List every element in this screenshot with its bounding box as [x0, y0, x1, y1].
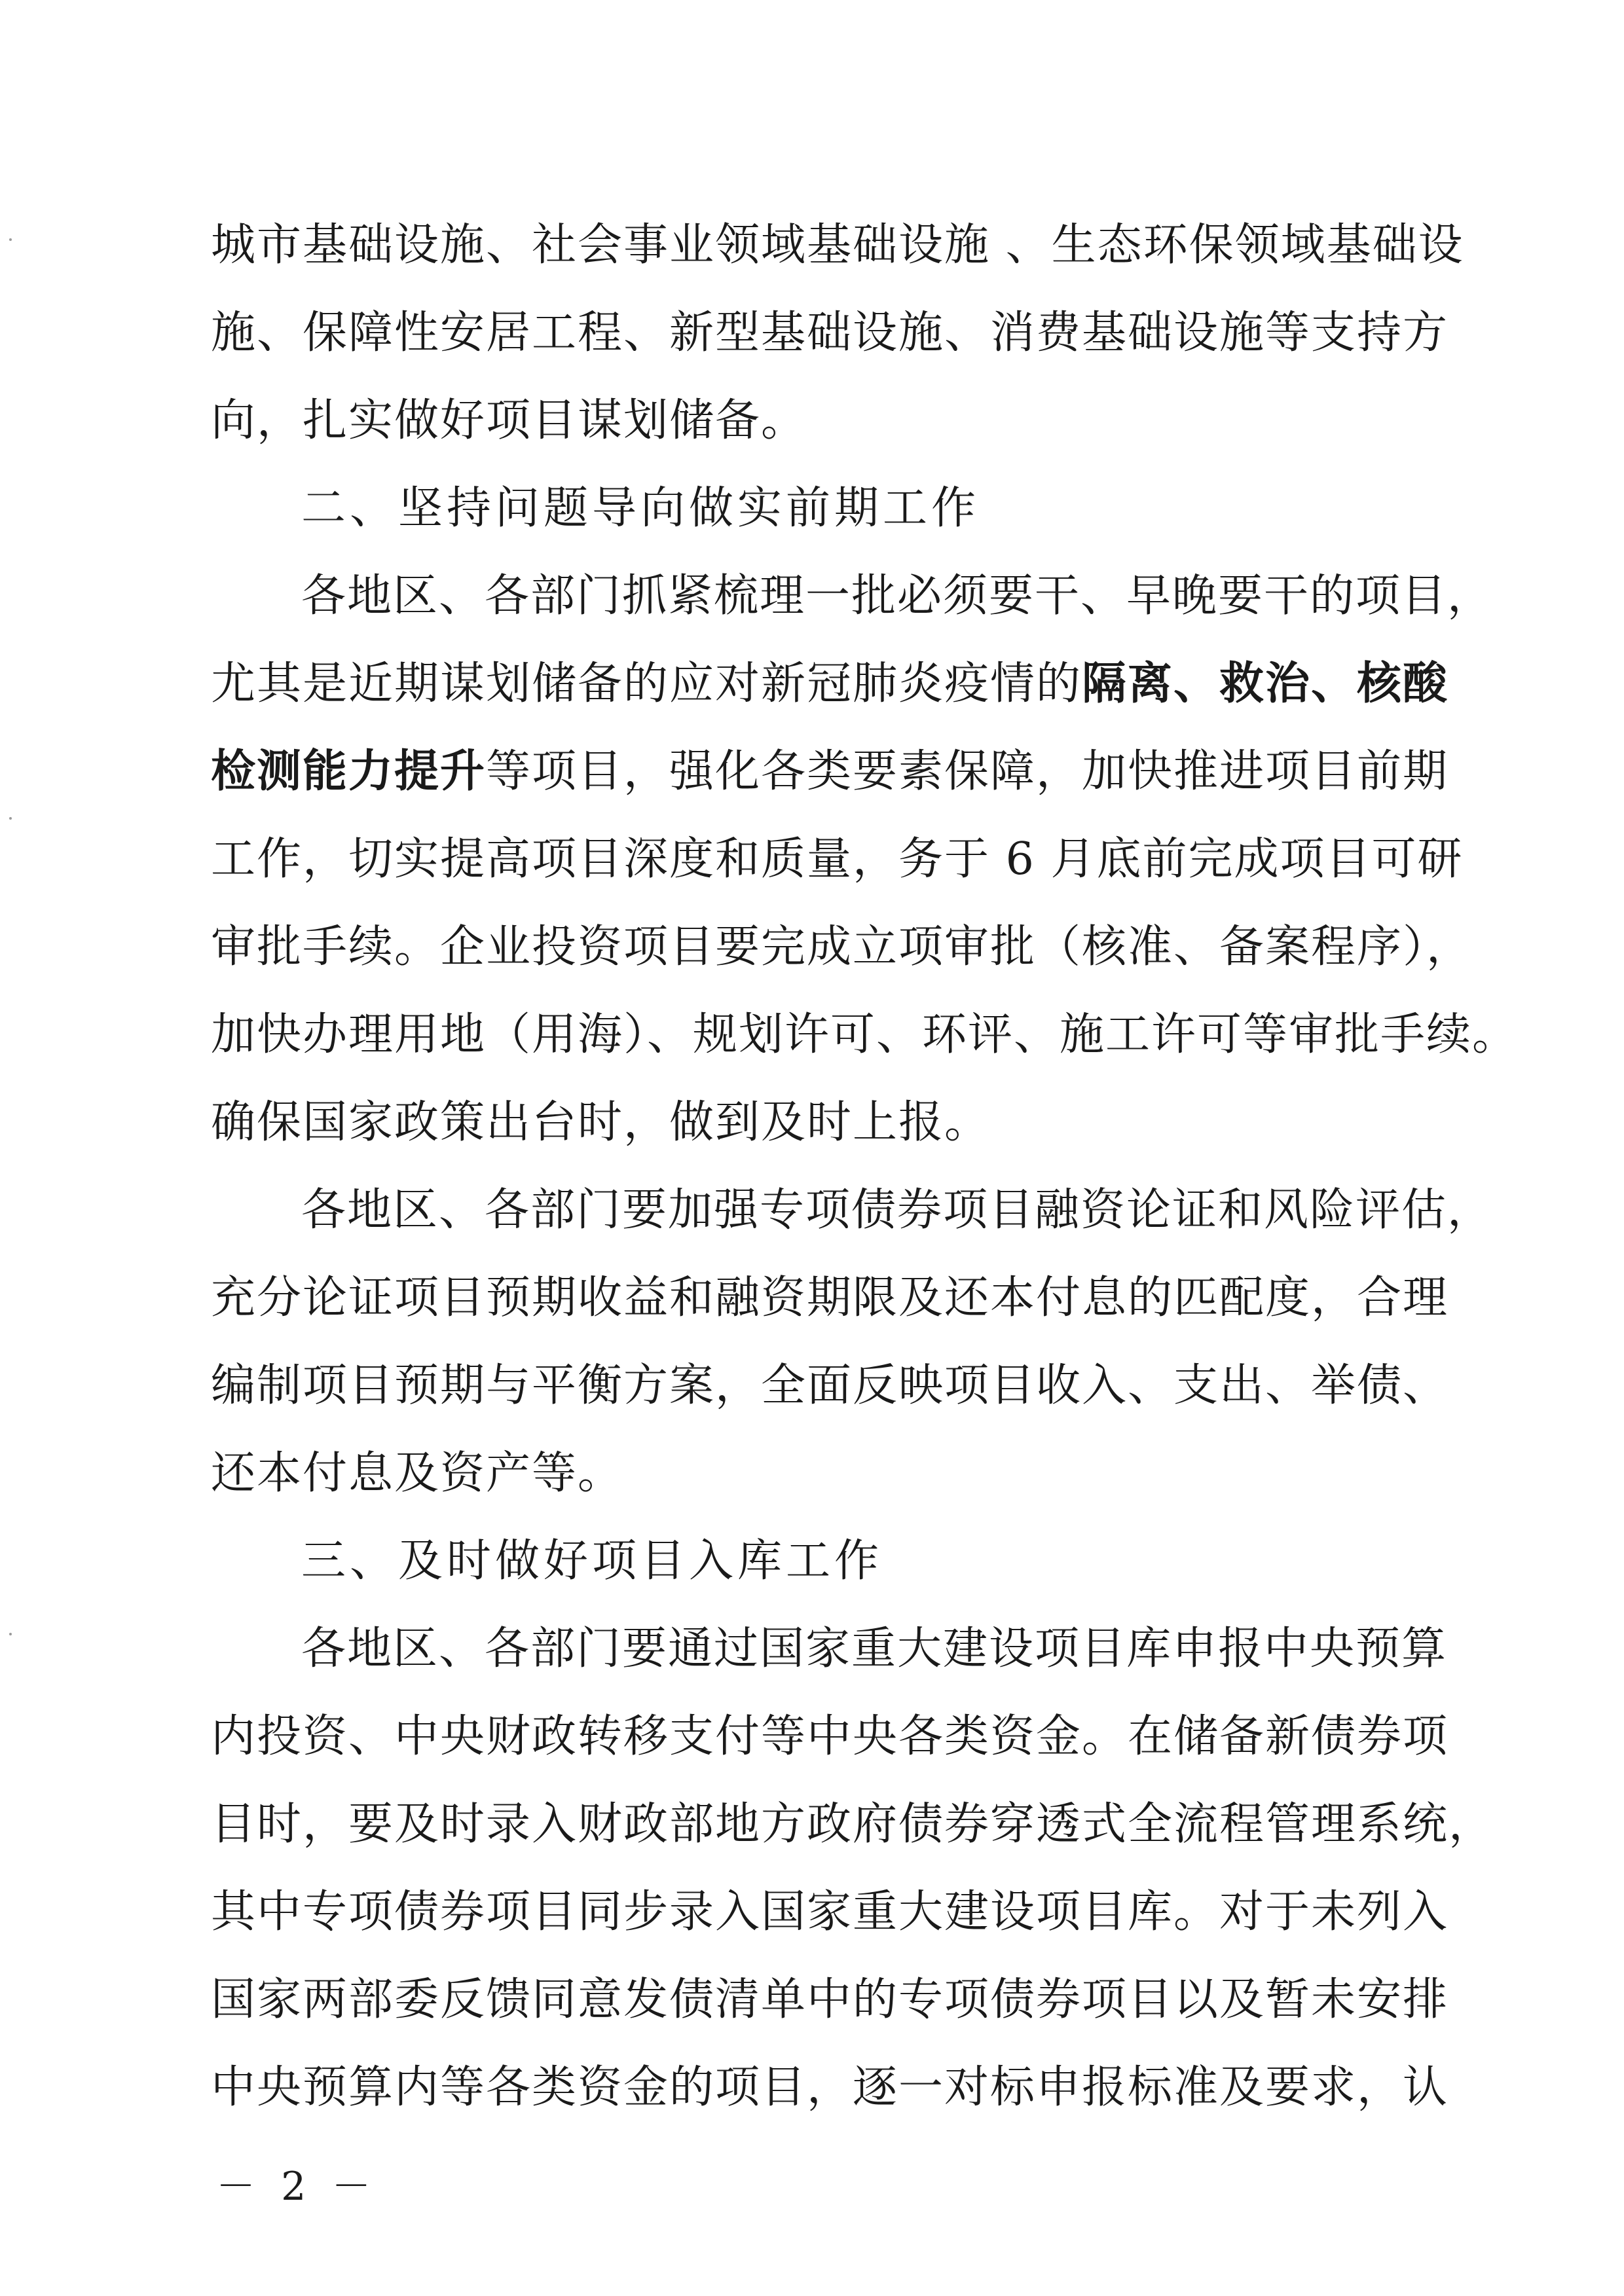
body-line: 内投资、中央财政转移支付等中央各类资金。在储备新债券项	[211, 1711, 1449, 1762]
scan-speck	[9, 238, 12, 241]
body-line: 工作，切实提高项目深度和质量，务于 6 月底前完成项目可研	[211, 833, 1464, 885]
body-line: 各地区、各部门抓紧梳理一批必须要干、早晚要干的项目，	[301, 570, 1494, 622]
body-line: 编制项目预期与平衡方案，全面反映项目收入、支出、举债、	[211, 1360, 1449, 1412]
body-line: 中央预算内等各类资金的项目，逐一对标申报标准及要求，认	[211, 2062, 1449, 2113]
body-line	[211, 728, 1449, 816]
body-line: 各地区、各部门要加强专项债券项目融资论证和风险评估，	[301, 1184, 1494, 1236]
body-line: 城市基础设施、社会事业领域基础设施 、生态环保领域基础设	[211, 219, 1464, 271]
emphasis-text: 检测能力提升	[211, 746, 487, 797]
scan-speck	[9, 1633, 12, 1635]
body-line: 审批手续。企业投资项目要完成立项审批（核准、备案程序），	[211, 921, 1473, 973]
emphasis-text: 隔离、救治、核酸	[1082, 658, 1449, 710]
section-heading: 二、坚持问题导向做实前期工作	[301, 483, 980, 534]
body-line: 确保国家政策出台时，做到及时上报。	[211, 1097, 991, 1148]
body-line: 向，扎实做好项目谋划储备。	[211, 395, 807, 446]
body-line: 目时，要及时录入财政部地方政府债券穿透式全流程管理系统，	[211, 1798, 1495, 1850]
page-number: － 2 －	[216, 2164, 378, 2210]
body-line: 国家两部委反馈同意发债清单中的专项债券项目以及暂未安排	[211, 1974, 1449, 2026]
body-line	[211, 640, 1449, 728]
body-line: 施、保障性安居工程、新型基础设施、消费基础设施等支持方	[211, 307, 1449, 359]
text-run: 尤其是近期谋划储备的应对新冠肺炎疫情的	[211, 658, 1082, 710]
body-line: 各地区、各部门要通过国家重大建设项目库申报中央预算	[301, 1623, 1448, 1675]
text-run: 等项目，强化各类要素保障，加快推进项目前期	[486, 746, 1449, 797]
scan-speck	[9, 817, 12, 820]
body-line: 其中专项债券项目同步录入国家重大建设项目库。对于未列入	[211, 1886, 1449, 1938]
body-line: 加快办理用地（用海）、规划许可、环评、施工许可等审批手续。	[211, 1009, 1519, 1061]
section-heading: 三、及时做好项目入库工作	[301, 1535, 883, 1587]
body-line: 充分论证项目预期收益和融资期限及还本付息的匹配度，合理	[211, 1272, 1449, 1324]
body-line: 还本付息及资产等。	[211, 1448, 624, 1499]
